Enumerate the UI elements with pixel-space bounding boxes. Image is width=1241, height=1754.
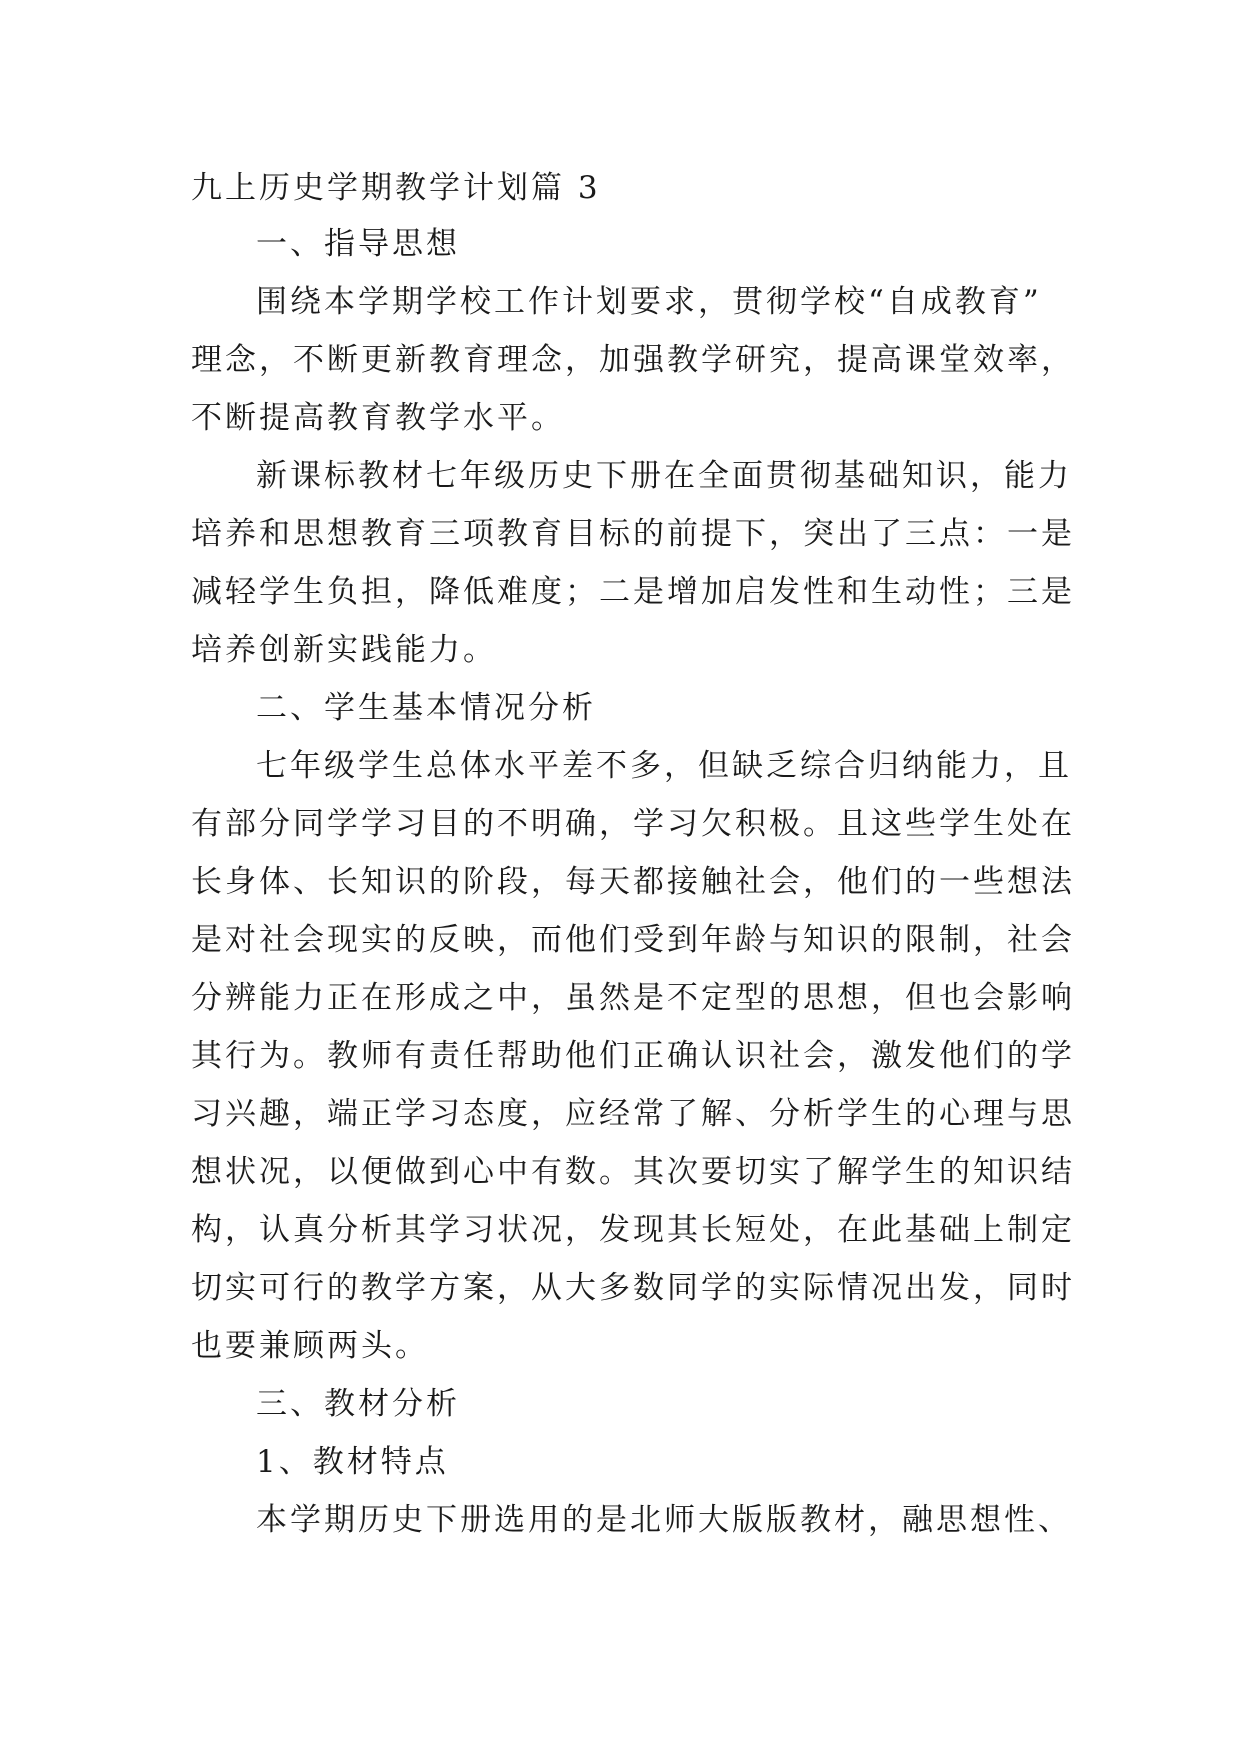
paragraph-line: 不断提高教育教学水平。 xyxy=(191,400,565,436)
section-heading-textbook-analysis: 三、教材分析 xyxy=(256,1386,460,1422)
section-heading-student-analysis: 二、学生基本情况分析 xyxy=(256,690,596,726)
paragraph-line: 培养和思想教育三项教育目标的前提下，突出了三点：一是 xyxy=(191,516,1075,552)
paragraph-line: 分辨能力正在形成之中，虽然是不定型的思想，但也会影响 xyxy=(191,980,1075,1016)
paragraph-line: 其行为。教师有责任帮助他们正确认识社会，激发他们的学 xyxy=(191,1038,1075,1074)
paragraph-textbook-features xyxy=(191,1491,1071,1549)
section-heading-guiding-ideology: 一、指导思想 xyxy=(256,226,460,262)
paragraph-line: 是对社会现实的反映，而他们受到年龄与知识的限制，社会 xyxy=(191,922,1075,958)
paragraph-textbook-goals xyxy=(191,447,1075,679)
document-title: 九上历史学期教学计划篇 3 xyxy=(191,170,601,206)
subsection-heading-textbook-features: 1、教材特点 xyxy=(256,1444,449,1480)
paragraph-line: 也要兼顾两头。 xyxy=(191,1328,429,1364)
paragraph-line: 减轻学生负担，降低难度；二是增加启发性和生动性；三是 xyxy=(191,574,1075,610)
document-body xyxy=(191,161,1075,1549)
paragraph-line: 本学期历史下册选用的是北师大版版教材，融思想性、 xyxy=(256,1502,1072,1538)
paragraph-line: 切实可行的教学方案，从大多数同学的实际情况出发，同时 xyxy=(191,1270,1075,1306)
paragraph-student-analysis xyxy=(191,737,1075,1375)
paragraph-guiding-ideology xyxy=(191,273,1075,447)
paragraph-line: 培养创新实践能力。 xyxy=(191,632,497,668)
paragraph-line: 习兴趣，端正学习态度，应经常了解、分析学生的心理与思 xyxy=(191,1096,1075,1132)
paragraph-line: 理念，不断更新教育理念，加强教学研究，提高课堂效率， xyxy=(191,342,1075,378)
paragraph-line: 想状况，以便做到心中有数。其次要切实了解学生的知识结 xyxy=(191,1154,1075,1190)
paragraph-line: 长身体、长知识的阶段，每天都接触社会，他们的一些想法 xyxy=(191,864,1075,900)
paragraph-line: 构，认真分析其学习状况，发现其长短处，在此基础上制定 xyxy=(191,1212,1075,1248)
paragraph-line: 七年级学生总体水平差不多，但缺乏综合归纳能力，且 xyxy=(256,748,1072,784)
paragraph-line: 有部分同学学习目的不明确，学习欠积极。且这些学生处在 xyxy=(191,806,1075,842)
paragraph-line: 围绕本学期学校工作计划要求，贯彻学校“自成教育” xyxy=(256,284,1042,320)
paragraph-line: 新课标教材七年级历史下册在全面贯彻基础知识，能力 xyxy=(256,458,1072,494)
